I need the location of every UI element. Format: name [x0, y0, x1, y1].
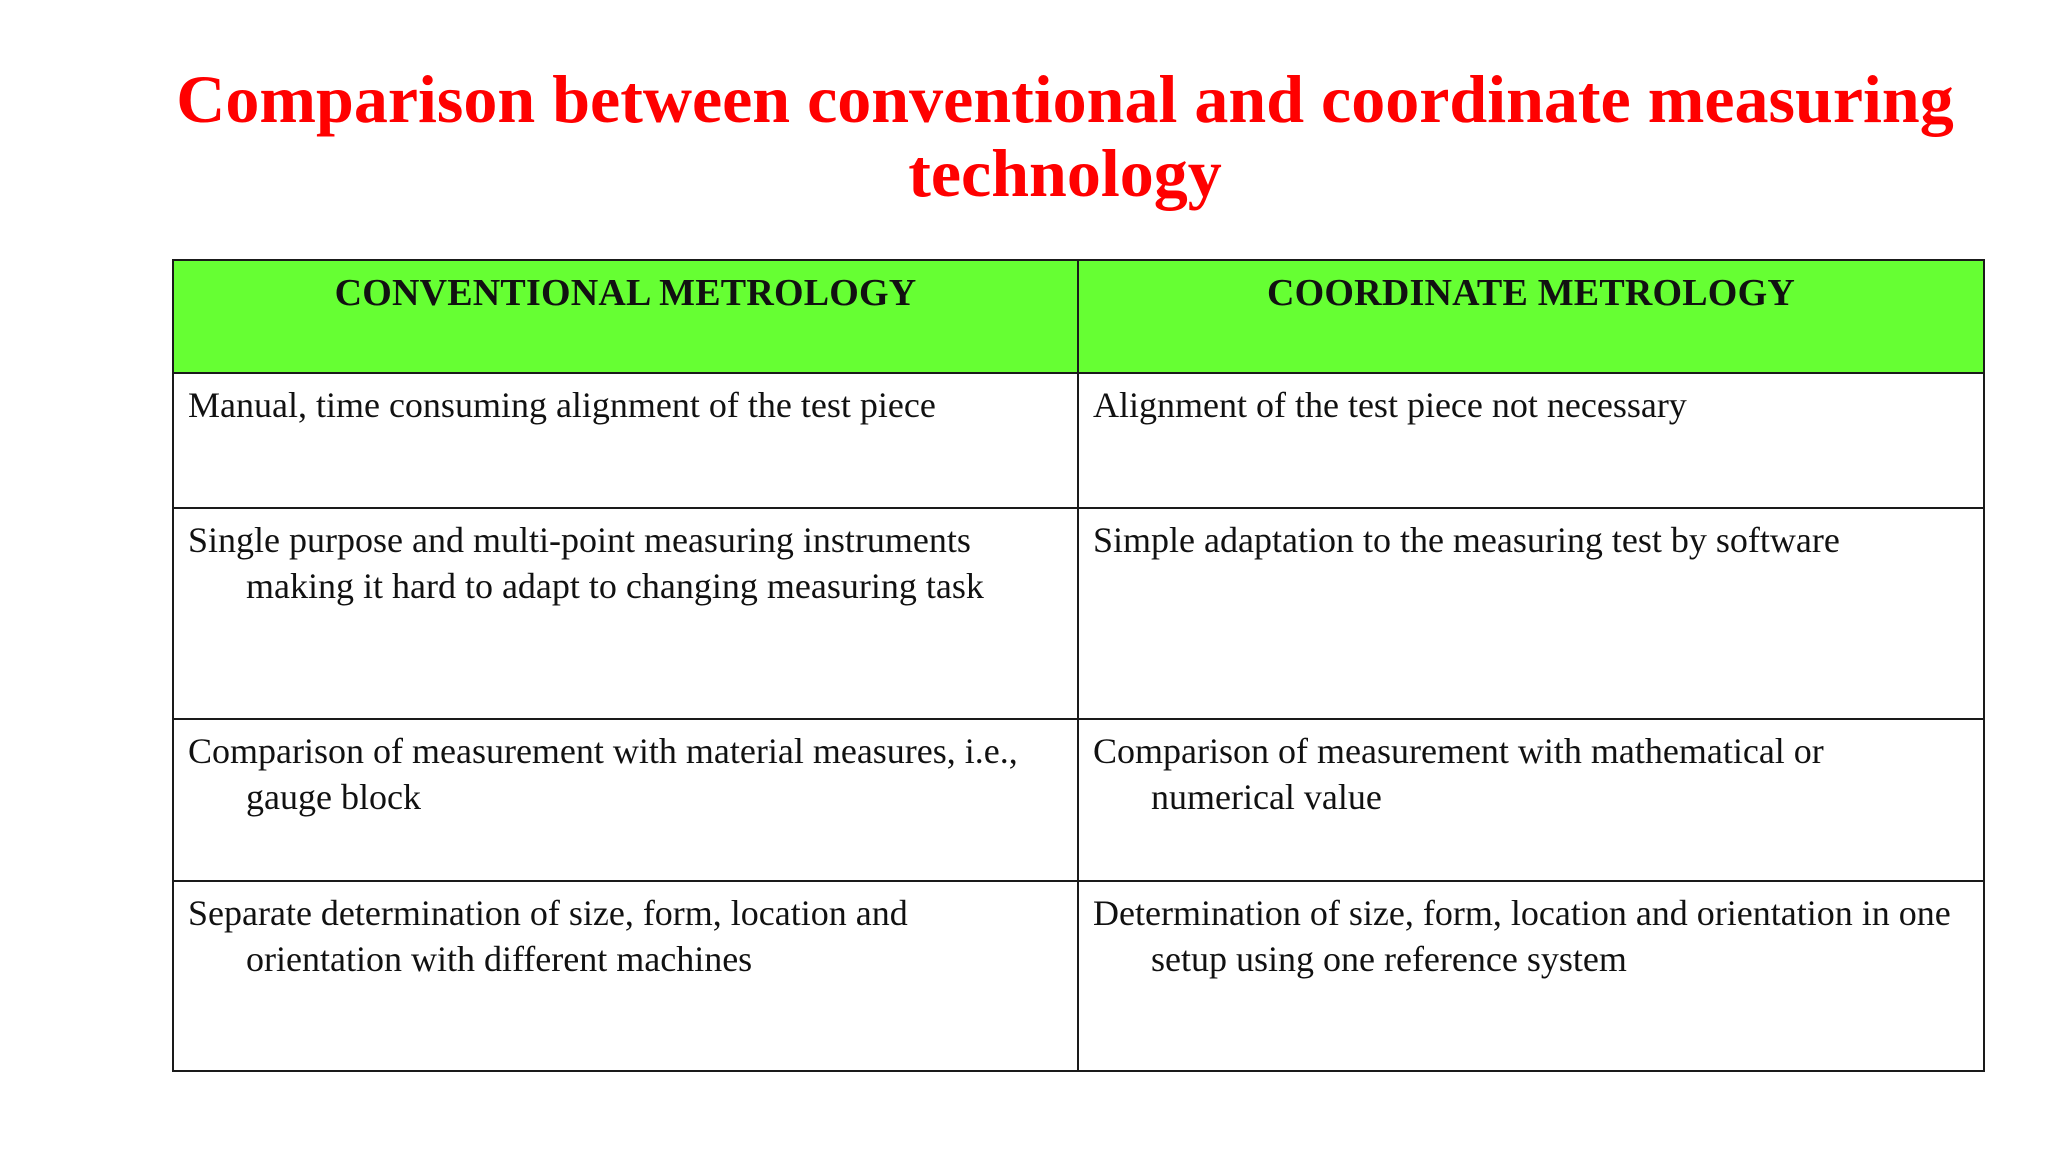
table-row	[173, 373, 1984, 508]
table-cell-coordinate	[1078, 508, 1984, 719]
table-cell-coordinate	[1078, 373, 1984, 508]
cell-text: Manual, time consuming alignment of the test piece	[188, 385, 936, 425]
table-row	[173, 881, 1984, 1071]
cell-text: Separate determination of size, form, location and orientation with different machines	[188, 893, 908, 979]
table-row	[173, 508, 1984, 719]
cell-text: Simple adaptation to the measuring test by software	[1093, 520, 1840, 560]
table-header-row	[173, 260, 1984, 373]
table-cell-conventional	[173, 881, 1078, 1071]
table-cell-conventional	[173, 373, 1078, 508]
cell-text: Single purpose and multi-point measuring instruments making it hard to adapt to changing measuring task	[188, 520, 984, 606]
cell-text: Alignment of the test piece not necessary	[1093, 385, 1687, 425]
table-cell-coordinate	[1078, 881, 1984, 1071]
table-cell-coordinate	[1078, 719, 1984, 881]
table-cell-conventional	[173, 508, 1078, 719]
cell-text: Comparison of measurement with material measures, i.e., gauge block	[188, 731, 1018, 817]
header-conventional-metrology: CONVENTIONAL METROLOGY	[173, 260, 1078, 373]
slide-title: Comparison between conventional and coordinate measuring technology	[176, 61, 1954, 211]
table-cell-conventional	[173, 719, 1078, 881]
cell-text: Comparison of measurement with mathematical or numerical value	[1093, 731, 1824, 817]
comparison-table	[172, 259, 1985, 1072]
header-coordinate-metrology: COORDINATE METROLOGY	[1078, 260, 1984, 373]
cell-text: Determination of size, form, location and orientation in one setup using one reference system	[1093, 893, 1951, 979]
table-row	[173, 719, 1984, 881]
